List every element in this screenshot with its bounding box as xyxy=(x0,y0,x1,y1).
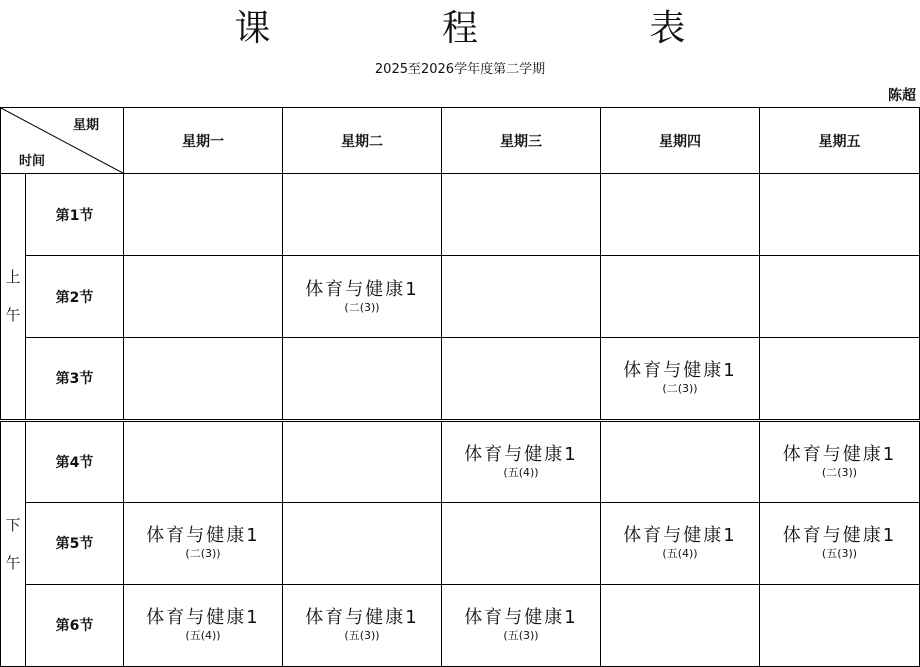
schedule-cell[interactable] xyxy=(601,420,760,502)
term-subtitle: 2025至2026学年度第二学期 xyxy=(374,62,546,77)
day-header: 星期五 xyxy=(760,108,920,174)
course-name: 体育与健康1 xyxy=(782,443,897,465)
corner-cell xyxy=(1,108,124,174)
schedule-cell[interactable] xyxy=(283,584,442,666)
course-name: 体育与健康1 xyxy=(146,525,260,547)
schedule-cell[interactable] xyxy=(760,502,920,584)
class-room: (五(3)) xyxy=(821,547,858,561)
class-room: (五(4)) xyxy=(662,547,698,561)
morning-char: 上 xyxy=(5,268,21,287)
schedule-cell[interactable] xyxy=(124,420,283,502)
schedule-cell[interactable] xyxy=(601,338,760,420)
schedule-cell[interactable] xyxy=(124,502,283,584)
schedule-cell[interactable] xyxy=(283,502,442,584)
morning-char: 午 xyxy=(5,306,21,325)
schedule-cell[interactable] xyxy=(283,174,442,256)
day-header: 星期四 xyxy=(601,108,760,174)
schedule-cell[interactable] xyxy=(124,584,283,666)
schedule-cell[interactable] xyxy=(760,338,920,420)
schedule-cell[interactable] xyxy=(442,584,601,666)
afternoon-char: 午 xyxy=(5,553,21,572)
schedule-cell[interactable] xyxy=(442,174,601,256)
schedule-cell[interactable] xyxy=(601,174,760,256)
period-label: 第1节 xyxy=(26,174,124,256)
schedule-cell[interactable] xyxy=(124,338,283,420)
period-row xyxy=(1,502,920,584)
class-room: (二(3)) xyxy=(185,547,221,561)
course-name: 体育与健康1 xyxy=(146,607,260,629)
header-row xyxy=(1,108,920,174)
course-name: 体育与健康1 xyxy=(623,525,737,547)
period-row xyxy=(1,420,920,502)
schedule-cell[interactable] xyxy=(760,256,920,338)
class-room: (五(4)) xyxy=(185,629,221,643)
class-room: (二(3)) xyxy=(821,465,858,479)
period-label: 第2节 xyxy=(26,256,124,338)
schedule-cell[interactable] xyxy=(442,420,601,502)
class-room: (五(3)) xyxy=(344,629,380,643)
period-label: 第6节 xyxy=(26,584,124,666)
morning-label xyxy=(1,174,26,420)
course-name: 体育与健康1 xyxy=(305,278,419,300)
schedule-cell[interactable] xyxy=(601,584,760,666)
period-label: 第3节 xyxy=(26,338,124,420)
class-room: (二(3)) xyxy=(344,300,380,314)
course-name: 体育与健康1 xyxy=(782,525,897,547)
day-header: 星期一 xyxy=(124,108,283,174)
class-room: (二(3)) xyxy=(662,382,698,396)
day-header: 星期二 xyxy=(283,108,442,174)
class-room: (五(4)) xyxy=(503,465,539,479)
timetable xyxy=(0,107,920,667)
course-name: 体育与健康1 xyxy=(305,607,419,629)
schedule-cell[interactable] xyxy=(283,256,442,338)
schedule-cell[interactable] xyxy=(760,584,920,666)
schedule-cell[interactable] xyxy=(124,174,283,256)
schedule-cell[interactable] xyxy=(601,256,760,338)
schedule-cell[interactable] xyxy=(283,420,442,502)
schedule-cell[interactable] xyxy=(760,420,920,502)
schedule-cell[interactable] xyxy=(601,502,760,584)
schedule-cell[interactable] xyxy=(124,256,283,338)
period-row xyxy=(1,174,920,256)
period-row xyxy=(1,584,920,666)
teacher-name: 陈超 xyxy=(888,88,916,104)
class-room: (五(3)) xyxy=(503,629,539,643)
period-row xyxy=(1,338,920,420)
period-label: 第4节 xyxy=(26,420,124,502)
schedule-cell[interactable] xyxy=(283,338,442,420)
afternoon-label xyxy=(1,420,26,666)
period-label: 第5节 xyxy=(26,502,124,584)
course-name: 体育与健康1 xyxy=(464,607,578,629)
course-name: 体育与健康1 xyxy=(464,443,578,465)
corner-time-label: 时间 xyxy=(19,154,46,170)
schedule-cell[interactable] xyxy=(442,256,601,338)
corner-day-label: 星期 xyxy=(72,118,99,133)
schedule-cell[interactable] xyxy=(760,174,920,256)
schedule-cell[interactable] xyxy=(442,338,601,420)
afternoon-char: 下 xyxy=(5,515,21,534)
page-title: 课 程 表 xyxy=(234,8,766,49)
day-header: 星期三 xyxy=(442,108,601,174)
course-name: 体育与健康1 xyxy=(623,360,737,382)
schedule-cell[interactable] xyxy=(442,502,601,584)
period-row xyxy=(1,256,920,338)
